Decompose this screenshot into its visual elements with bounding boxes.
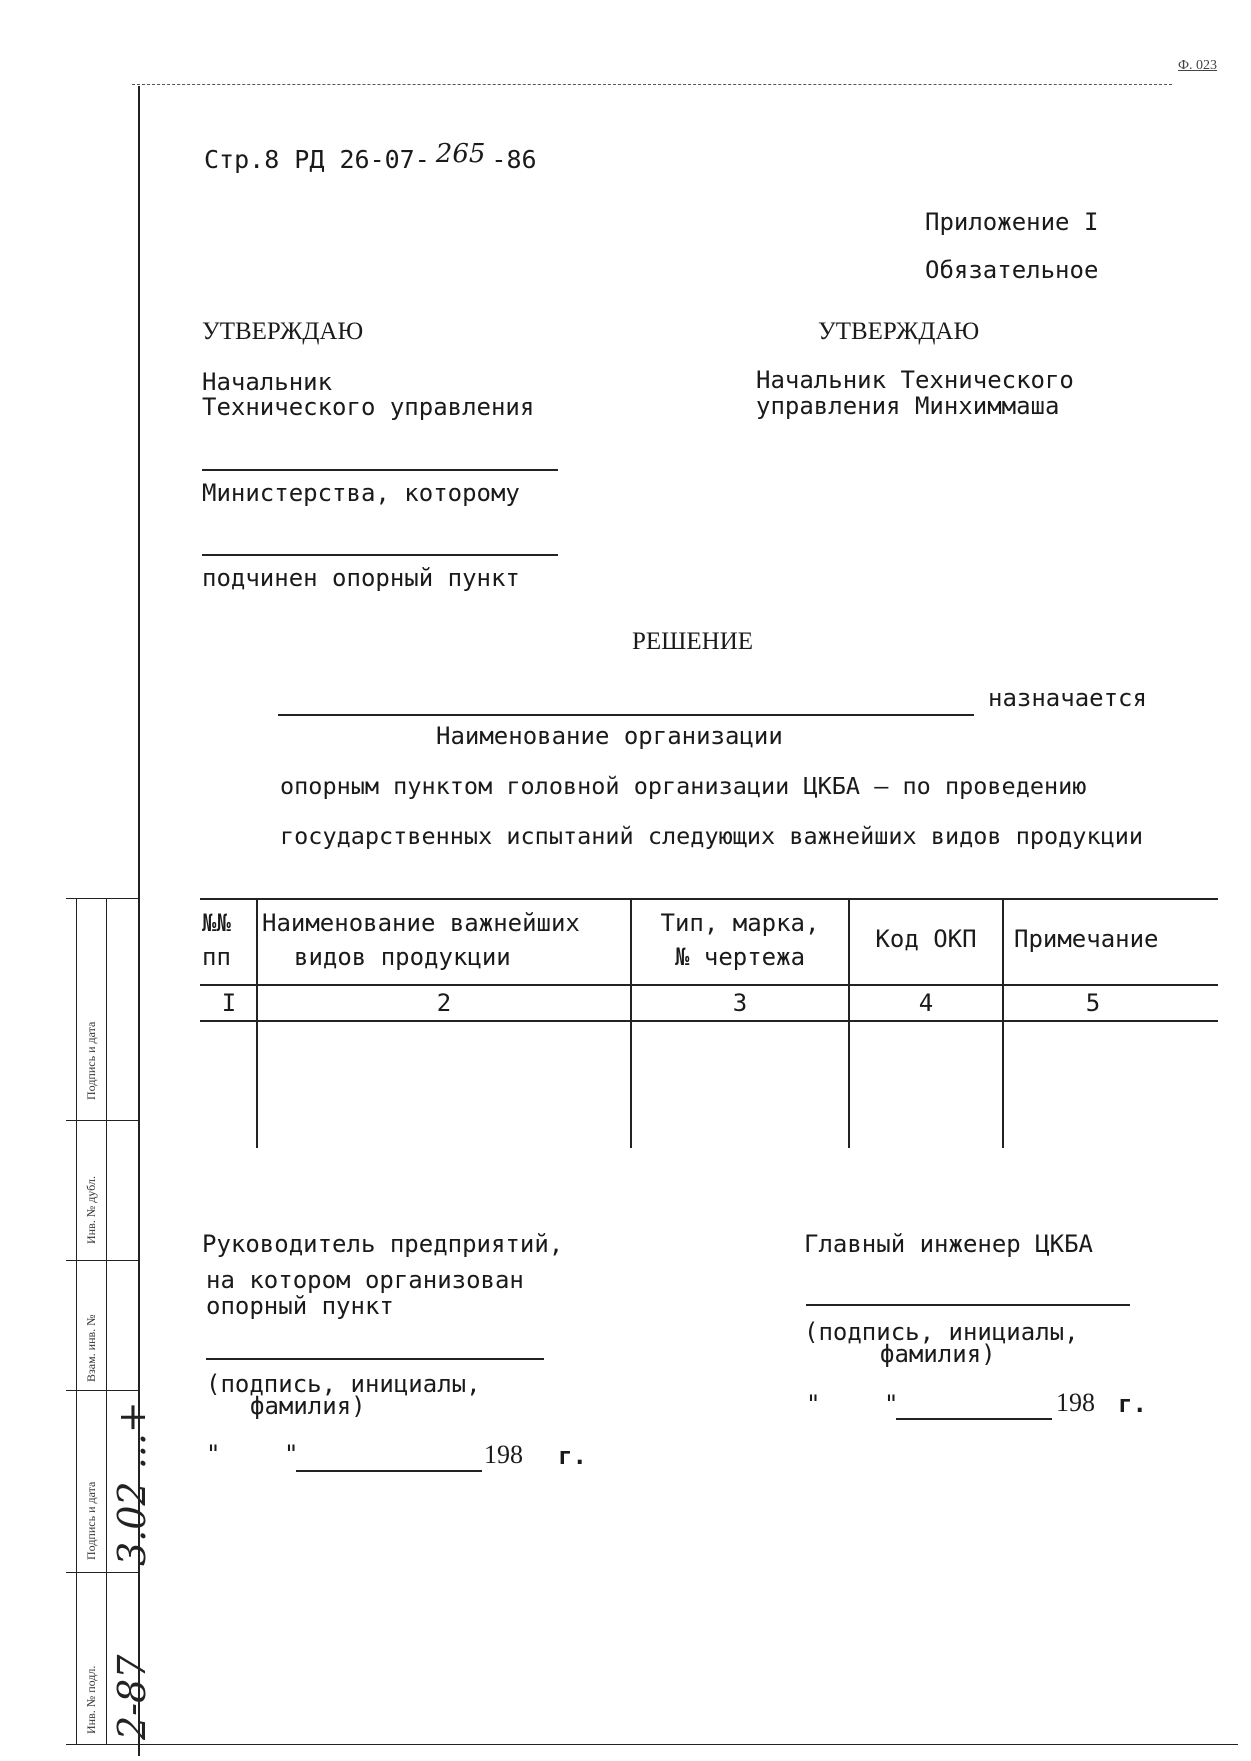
col-header-note-line1: Примечание	[1014, 925, 1159, 953]
table-col-divider-4	[1002, 898, 1004, 1148]
form-mark: Ф. 023	[1178, 58, 1218, 73]
stamp-sep-1	[66, 898, 138, 899]
sign-left-date-rule	[296, 1470, 482, 1472]
stamp-sep-2	[66, 1120, 138, 1121]
stamp-sep-3	[66, 1260, 138, 1261]
stamp-sep-4	[66, 1390, 138, 1391]
col-header-type-line2: № чертежа	[674, 943, 806, 971]
sign-left-line1: Руководитель предприятий,	[202, 1230, 564, 1258]
col-header-name-line1: Наименование важнейших	[262, 909, 580, 937]
sign-left-caption2: фамилия)	[250, 1392, 366, 1420]
table-top-rule	[200, 898, 1218, 900]
approve-left-line2: Технического управления	[202, 393, 535, 421]
approve-right-line2: управления Минхиммаша	[756, 392, 1060, 420]
sign-right-caption2: фамилия)	[880, 1340, 996, 1368]
col-header-type-line1: Тип, марка,	[660, 909, 820, 937]
stamp-podp-data-top: Подпись и дата	[84, 1021, 98, 1100]
sign-left-quote-close: "	[284, 1440, 299, 1468]
org-name-caption: Наименование организации	[436, 722, 783, 750]
sign-right-caption1: (подпись, инициалы,	[804, 1318, 1079, 1346]
approve-right-heading: УТВЕРЖДАЮ	[818, 318, 980, 345]
org-name-rule	[278, 714, 974, 716]
stamp-sep-5	[66, 1572, 138, 1573]
appendix-status: Обязательное	[925, 256, 1099, 284]
approve-left-rule1	[202, 469, 558, 471]
year-suffix: -86	[491, 145, 537, 174]
appendix-title: Приложение I	[925, 208, 1099, 236]
sign-right-rule	[806, 1304, 1130, 1306]
stamp-border-mid	[106, 898, 107, 1744]
approve-right-line1: Начальник Технического	[756, 366, 1074, 394]
handwritten-inv-number: 2-87	[110, 1654, 154, 1740]
stamp-border-left	[76, 898, 77, 1744]
col-header-note	[1014, 922, 1214, 956]
sign-left-year-suffix: г.	[558, 1442, 587, 1470]
col-header-okp	[850, 922, 1002, 956]
sign-right-date-rule	[896, 1418, 1052, 1420]
page-reference	[204, 139, 537, 175]
doc-number: 265	[435, 139, 486, 169]
col-number-3: 3	[732, 989, 748, 1017]
page-ref-text: Стр.8 РД 26-07-	[204, 145, 430, 174]
sign-left-quote-open: "	[206, 1440, 221, 1468]
sign-right-year-suffix: г.	[1118, 1390, 1147, 1418]
col-header-name-line2: видов продукции	[294, 943, 511, 971]
col-number-1: I	[221, 989, 237, 1017]
sign-left-caption1: (подпись, инициалы,	[206, 1370, 481, 1398]
decision-text-1: опорным пунктом головной организации ЦКБА – по проведению	[280, 772, 1087, 800]
col-number-5: 5	[1085, 989, 1101, 1017]
sign-left-rule	[206, 1358, 544, 1360]
approve-left-line4: подчинен опорный пункт	[202, 564, 520, 592]
col-header-num-line1: №№	[202, 909, 231, 937]
stamp-podp-data-bottom: Подпись и дата	[84, 1481, 98, 1560]
stamp-inv-podl: Инв. № подл.	[84, 1665, 98, 1734]
table-col-divider-1	[256, 898, 258, 1148]
stamp-vzam-inv: Взам. инв. №	[84, 1314, 98, 1382]
col-header-type	[632, 906, 848, 974]
sign-right-line1: Главный инженер ЦКБА	[804, 1230, 1093, 1258]
sign-right-quote-open: "	[806, 1390, 821, 1418]
approve-left-line1: Начальник	[202, 368, 333, 396]
col-number-4: 4	[918, 989, 934, 1017]
col-header-num	[202, 906, 256, 974]
sign-left-line3: опорный пункт	[206, 1292, 394, 1320]
handwritten-date: 3.02 ...+	[110, 1401, 154, 1566]
col-header-okp-line1: Код ОКП	[875, 925, 977, 953]
stamp-sep-bottom	[66, 1744, 138, 1745]
col-number-2: 2	[436, 989, 452, 1017]
assigned-text: назначается	[988, 684, 1147, 712]
bottom-frame-line	[138, 1744, 1238, 1745]
col-header-num-line2: пп	[202, 943, 231, 971]
decision-text-2: государственных испытаний следующих важнейших видов продукции	[280, 822, 1144, 850]
sign-left-year: 198	[484, 1440, 523, 1469]
decision-title: РЕШЕНИЕ	[632, 628, 754, 655]
top-frame-line	[132, 84, 1172, 85]
approve-left-line3: Министерства, которому	[202, 479, 520, 507]
table-numbers-rule	[200, 1020, 1218, 1022]
approve-left-heading: УТВЕРЖДАЮ	[202, 318, 364, 345]
approve-left-rule2	[202, 554, 558, 556]
sign-right-year: 198	[1056, 1388, 1095, 1417]
sign-left-line2: на котором организован	[206, 1266, 524, 1294]
stamp-inv-dubl: Инв. № дубл.	[84, 1176, 98, 1244]
sign-right-quote-close: "	[884, 1390, 899, 1418]
col-header-name	[262, 906, 630, 974]
